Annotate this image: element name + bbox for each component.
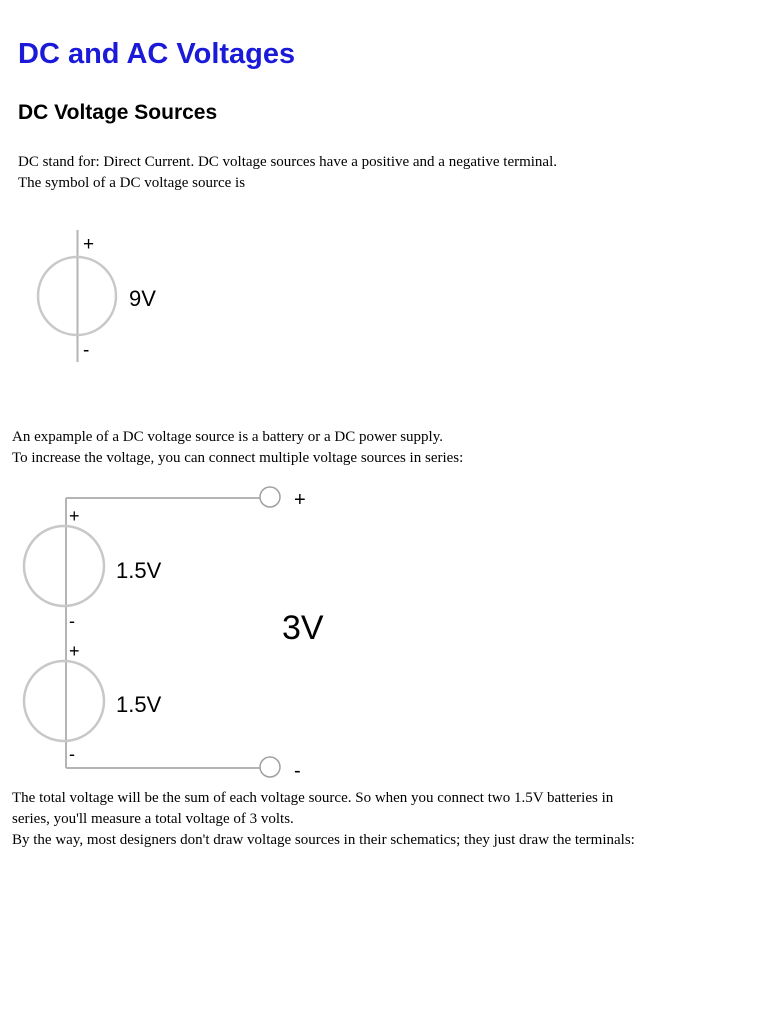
source2-plus-label: + (69, 641, 80, 661)
page-title: DC and AC Voltages (18, 38, 296, 70)
source2-voltage-label: 1.5V (116, 692, 162, 717)
source1-minus-label: - (69, 611, 75, 631)
top-terminal-label: + (294, 489, 306, 511)
conclusion-line: By the way, most designers don't draw voltage sources in their schematics; they just draw the terminals: (12, 832, 635, 848)
intro-line: DC stand for: Direct Current. DC voltage sources have a positive and a negative terminal. (18, 154, 558, 170)
source1-plus-label: + (69, 506, 80, 526)
source2-minus-label: - (69, 744, 75, 764)
series-intro-line: To increase the voltage, you can connect multiple voltage sources in series: (12, 450, 464, 466)
top-terminal-circle (260, 487, 280, 507)
section-heading: DC Voltage Sources (18, 101, 218, 124)
source1-voltage-label: 1.5V (116, 558, 162, 583)
intro-line: The symbol of a DC voltage source is (18, 175, 246, 191)
series-intro-line: An expample of a DC voltage source is a battery or a DC power supply. (12, 429, 443, 445)
total-voltage-label: 3V (282, 609, 324, 647)
conclusion-line: The total voltage will be the sum of each voltage source. So when you connect two 1.5V batteries in (12, 790, 614, 806)
source1-circle (24, 526, 104, 606)
source2-circle (24, 661, 104, 741)
voltage-label: 9V (129, 286, 156, 311)
plus-terminal-label: + (83, 234, 95, 255)
bottom-terminal-circle (260, 757, 280, 777)
bottom-terminal-label: - (294, 760, 301, 782)
minus-terminal-label: - (83, 340, 90, 361)
conclusion-paragraph (12, 788, 635, 851)
conclusion-line: series, you'll measure a total voltage of 3 volts. (12, 811, 294, 827)
